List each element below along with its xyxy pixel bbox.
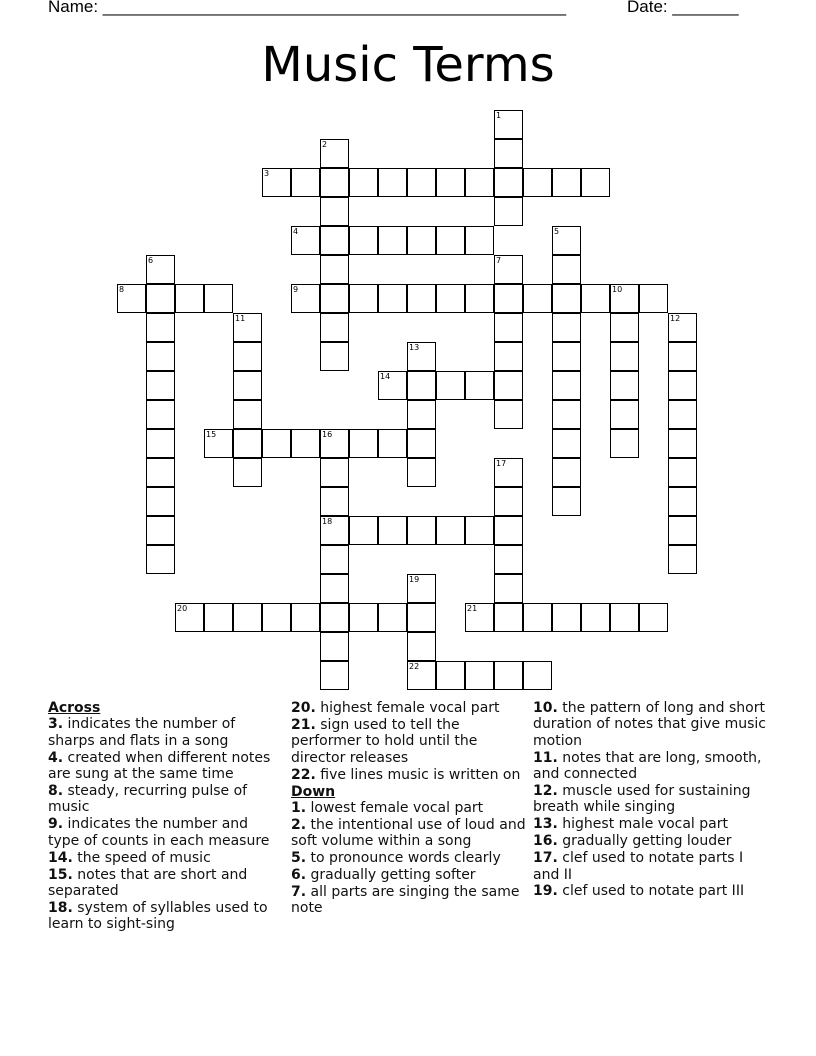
grid-cell[interactable] [349,429,378,458]
grid-cell[interactable] [494,661,523,690]
grid-cell[interactable] [668,313,697,342]
grid-cell[interactable] [233,400,262,429]
down-clue: 19. clef used to notate part III [533,883,745,900]
grid-cell[interactable] [378,603,407,632]
grid-cell[interactable] [494,139,523,168]
grid-cell[interactable] [494,197,523,226]
grid-cell[interactable] [668,429,697,458]
grid-cell[interactable] [407,168,436,197]
grid-cell[interactable] [146,458,175,487]
grid-cell[interactable] [146,429,175,458]
grid-cell[interactable] [320,545,349,574]
grid-cell[interactable] [523,168,552,197]
grid-cell[interactable] [407,284,436,313]
grid-cell[interactable] [146,545,175,574]
across-clue-list [48,716,283,932]
clue-number: 8 [119,285,125,294]
clue-number: 20 [177,604,188,613]
grid-cell[interactable] [291,168,320,197]
grid-cell[interactable] [552,255,581,284]
across-clue: 8. steady, recurring pulse of music [48,783,248,816]
grid-cell[interactable] [581,284,610,313]
grid-cell[interactable] [436,661,465,690]
grid-cell[interactable] [407,342,436,371]
grid-cell[interactable] [233,371,262,400]
grid-cell[interactable] [233,313,262,342]
grid-cell[interactable] [668,487,697,516]
clue-number: 5 [554,227,560,236]
grid-cell[interactable] [349,603,378,632]
grid-cell[interactable] [494,313,523,342]
grid-cell[interactable] [349,168,378,197]
grid-cell[interactable] [407,603,436,632]
grid-cell[interactable] [552,429,581,458]
down-clue: 17. clef used to notate parts I and II [533,850,744,883]
down-clue: 16. gradually getting louder [533,833,732,850]
grid-cell[interactable] [378,226,407,255]
grid-cell[interactable] [407,400,436,429]
grid-cell[interactable] [610,284,639,313]
clue-number: 4 [293,227,299,236]
grid-cell[interactable] [320,661,349,690]
grid-cell[interactable] [407,226,436,255]
grid-cell[interactable] [494,400,523,429]
across-clue: 3. indicates the number of sharps and flats in a song [48,716,236,749]
grid-cell[interactable] [378,168,407,197]
grid-cell[interactable] [146,487,175,516]
grid-cell[interactable] [320,574,349,603]
grid-cell[interactable] [465,168,494,197]
grid-cell[interactable] [523,284,552,313]
down-clue: 12. muscle used for sustaining breath while singing [533,783,751,816]
grid-cell[interactable] [436,284,465,313]
clues-column-1 [48,700,283,933]
grid-cell[interactable] [320,342,349,371]
down-clue: 10. the pattern of long and short duration of notes that give music motion [533,700,766,749]
grid-cell[interactable] [639,284,668,313]
down-clue: 13. highest male vocal part [533,816,728,833]
grid-cell[interactable] [204,284,233,313]
grid-cell[interactable] [117,284,146,313]
across-heading: Across [48,700,101,716]
grid-cell[interactable] [349,226,378,255]
grid-cell[interactable] [146,313,175,342]
grid-cell[interactable] [233,603,262,632]
grid-cell[interactable] [204,429,233,458]
grid-cell[interactable] [552,226,581,255]
grid-cell[interactable] [436,226,465,255]
grid-cell[interactable] [668,371,697,400]
grid-cell[interactable] [320,429,349,458]
grid-cell[interactable] [146,371,175,400]
grid-cell[interactable] [436,516,465,545]
grid-cell[interactable] [407,574,436,603]
grid-cell[interactable] [639,603,668,632]
grid-cell[interactable] [465,661,494,690]
grid-cell[interactable] [320,516,349,545]
grid-cell[interactable] [494,371,523,400]
grid-cell[interactable] [552,400,581,429]
grid-cell[interactable] [291,284,320,313]
grid-cell[interactable] [146,255,175,284]
grid-cell[interactable] [378,284,407,313]
grid-cell[interactable] [610,313,639,342]
clue-number: 21 [467,604,478,613]
across-clue: 15. notes that are short and separated [48,866,248,899]
grid-cell[interactable] [552,284,581,313]
grid-cell[interactable] [494,458,523,487]
grid-cell[interactable] [146,342,175,371]
grid-cell[interactable] [465,371,494,400]
grid-cell[interactable] [494,603,523,632]
grid-cell[interactable] [291,226,320,255]
clue-number: 7 [496,256,502,265]
grid-cell[interactable] [610,342,639,371]
grid-cell[interactable] [204,603,233,632]
down-clue: 7. all parts are singing the same note [291,883,520,917]
grid-cell[interactable] [465,516,494,545]
date-field[interactable]: Date: _______ [627,0,739,16]
clue-number: 9 [293,285,299,294]
grid-cell[interactable] [436,371,465,400]
grid-cell[interactable] [320,255,349,284]
clue-number: 15 [206,430,217,439]
grid-cell[interactable] [407,661,436,690]
across-clue: 20. highest female vocal part [291,700,500,716]
grid-cell[interactable] [291,429,320,458]
grid-cell[interactable] [494,574,523,603]
grid-cell[interactable] [465,226,494,255]
down-clue-list-continued [533,700,768,900]
grid-cell[interactable] [610,603,639,632]
grid-cell[interactable] [320,603,349,632]
across-clue: 18. system of syllables used to learn to sight-sing [48,899,268,933]
clue-number: 19 [409,575,420,584]
clue-number: 16 [322,430,333,439]
grid-cell[interactable] [320,226,349,255]
clue-number: 22 [409,662,420,671]
grid-cell[interactable] [610,371,639,400]
grid-cell[interactable] [523,661,552,690]
grid-cell[interactable] [407,632,436,661]
grid-cell[interactable] [494,110,523,139]
clues-column-3 [533,700,768,900]
grid-cell[interactable] [146,400,175,429]
grid-cell[interactable] [378,371,407,400]
clue-number: 2 [322,140,328,149]
grid-cell[interactable] [465,284,494,313]
grid-cell[interactable] [233,342,262,371]
down-clue: 2. the intentional use of loud and soft volume within a song [291,816,526,850]
grid-cell[interactable] [175,284,204,313]
grid-cell[interactable] [320,139,349,168]
across-clue: 9. indicates the number and type of counts in each measure [48,816,270,849]
grid-cell[interactable] [494,168,523,197]
clue-number: 14 [380,372,391,381]
grid-cell[interactable] [494,545,523,574]
across-clue: 4. created when different notes are sung at the same time [48,749,271,783]
clue-number: 18 [322,517,333,526]
grid-cell[interactable] [668,516,697,545]
grid-cell[interactable] [552,371,581,400]
grid-cell[interactable] [262,429,291,458]
down-clue: 11. notes that are long, smooth, and connected [533,749,762,783]
grid-cell[interactable] [610,429,639,458]
grid-cell[interactable] [291,603,320,632]
grid-cell[interactable] [146,516,175,545]
grid-cell[interactable] [146,284,175,313]
clue-number: 3 [264,169,270,178]
down-clue: 6. gradually getting softer [291,867,476,884]
grid-cell[interactable] [668,545,697,574]
grid-cell[interactable] [494,342,523,371]
across-clue: 22. five lines music is written on [291,766,521,783]
grid-cell[interactable] [494,284,523,313]
grid-cell[interactable] [552,313,581,342]
grid-cell[interactable] [407,516,436,545]
grid-cell[interactable] [262,168,291,197]
grid-cell[interactable] [668,458,697,487]
grid-cell[interactable] [320,197,349,226]
grid-cell[interactable] [581,603,610,632]
grid-cell[interactable] [523,603,552,632]
grid-cell[interactable] [320,632,349,661]
clue-number: 12 [670,314,681,323]
grid-cell[interactable] [320,458,349,487]
clue-number: 13 [409,343,420,352]
grid-cell[interactable] [552,487,581,516]
grid-cell[interactable] [349,516,378,545]
clue-number: 11 [235,314,246,323]
grid-cell[interactable] [668,342,697,371]
across-clue-list-continued [291,700,526,783]
grid-cell[interactable] [320,487,349,516]
grid-cell[interactable] [494,255,523,284]
grid-cell[interactable] [233,429,262,458]
grid-cell[interactable] [407,371,436,400]
grid-cell[interactable] [320,168,349,197]
down-clue: 1. lowest female vocal part [291,799,484,816]
grid-cell[interactable] [233,458,262,487]
grid-cell[interactable] [610,400,639,429]
clues-column-2 [291,700,526,917]
clue-number: 1 [496,111,502,120]
grid-cell[interactable] [668,400,697,429]
grid-cell[interactable] [407,458,436,487]
grid-cell[interactable] [175,603,204,632]
grid-cell[interactable] [552,458,581,487]
grid-cell[interactable] [378,516,407,545]
grid-cell[interactable] [581,168,610,197]
name-field[interactable]: Name: _________________________________________________ [48,0,567,16]
grid-cell[interactable] [378,429,407,458]
grid-cell[interactable] [494,516,523,545]
down-heading: Down [291,783,336,800]
grid-cell[interactable] [552,603,581,632]
grid-cell[interactable] [552,342,581,371]
clue-number: 17 [496,459,507,468]
page-title: Music Terms [261,37,555,93]
grid-cell[interactable] [320,313,349,342]
grid-cell[interactable] [436,168,465,197]
clue-number: 10 [612,285,623,294]
down-clue: 5. to pronounce words clearly [291,850,501,867]
down-clue-list [291,800,526,917]
grid-cell[interactable] [494,487,523,516]
grid-cell[interactable] [349,284,378,313]
grid-cell[interactable] [262,603,291,632]
grid-cell[interactable] [407,429,436,458]
across-clue: 21. sign used to tell the performer to hold until the director releases [291,716,478,766]
clue-number: 6 [148,256,154,265]
grid-cell[interactable] [552,168,581,197]
grid-cell[interactable] [320,284,349,313]
grid-cell[interactable] [465,603,494,632]
across-clue: 14. the speed of music [48,849,211,866]
